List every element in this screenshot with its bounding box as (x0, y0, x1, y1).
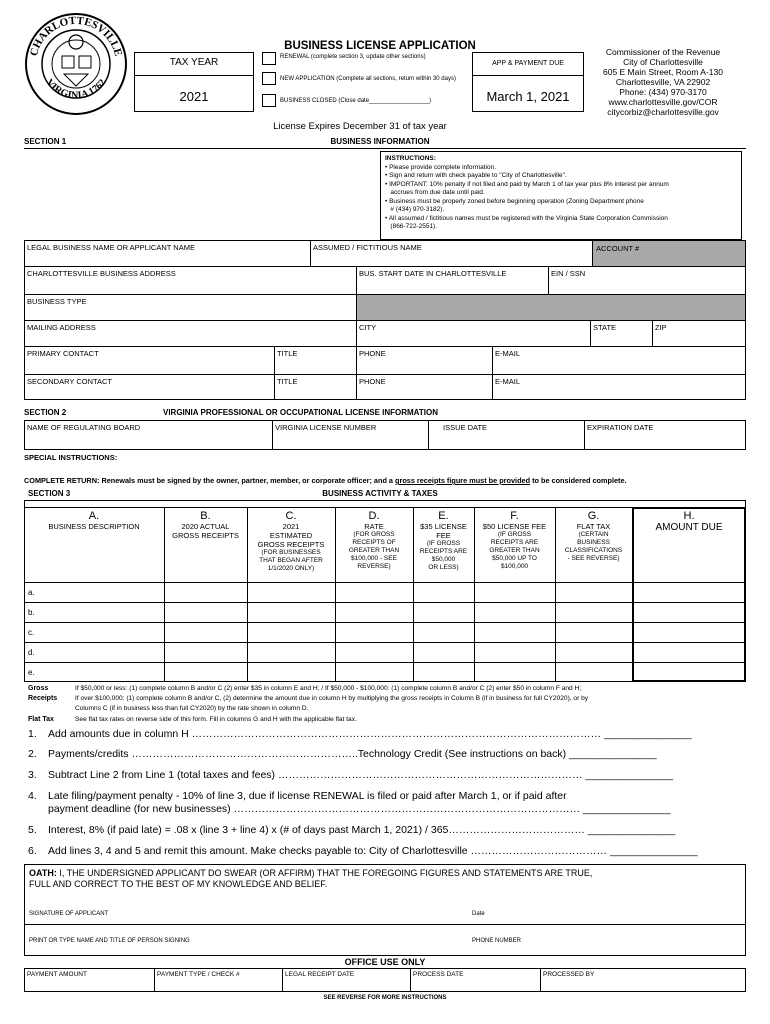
ein-ssn-field[interactable]: EIN / SSN (551, 269, 586, 278)
col-d-header: D. RATE (FOR GROSS RECEIPTS OF GREATER THAN $100,000 - SEE REVERSE) (348, 510, 400, 570)
commissioner-address: Commissioner of the Revenue City of Charlottesville 605 E Main Street, Room A-130 Charlottesville, VA 22902 Phone: (434) 970-3170 www.charlottesville.gov/COR citycorbiz@charlottesville.gov (602, 47, 723, 117)
gross-note-1: If $50,000 or less: (1) complete column B and/or C (2) enter $35 in column E and H; / If $50,000 - $100,000: (1) complete column B and/or C (2) enter $50 in column F and H; (75, 685, 582, 692)
svg-text:VIRGINIA 1762 (44, 77, 109, 101)
city-field[interactable]: CITY (359, 323, 377, 332)
tax-year-label: TAX YEAR (169, 57, 219, 68)
new-application-checkbox[interactable] (262, 72, 276, 85)
col-c-header: C. 2021 ESTIMATED GROSS RECEIPTS (FOR BUSINESSES THAT BEGAN AFTER 1/1/2020 ONLY) (257, 510, 325, 572)
signature-label: SIGNATURE OF APPLICANT (29, 911, 109, 917)
primary-phone-field[interactable]: PHONE (359, 349, 386, 358)
start-date-field[interactable]: BUS. START DATE IN CHARLOTTESVILLE (359, 269, 507, 278)
line-4-cont[interactable]: payment deadline (for new businesses) ……………………………………………………………………………………… _______________ (48, 803, 671, 815)
process-date: PROCESS DATE (413, 971, 464, 978)
business-type-shaded (357, 295, 745, 320)
section3-label: SECTION 3 (28, 489, 71, 498)
gross-note-3: Columns C (if in business less than full CY2020) by the rate shown in column D. (75, 705, 309, 712)
renewal-checkbox[interactable] (262, 52, 276, 65)
payment-amount: PAYMENT AMOUNT (27, 971, 87, 978)
license-expires: License Expires December 31 of tax year (273, 121, 447, 132)
due-box (472, 52, 584, 112)
legal-name-field[interactable]: LEGAL BUSINESS NAME OR APPLICANT NAME (27, 243, 195, 252)
tax-year-box (134, 52, 254, 112)
col-h-header: H. AMOUNT DUE (655, 510, 723, 533)
line-4[interactable]: 4. Late filing/payment penalty - 10% of line 3, due if license RENEWAL is filed or paid after March 1, or if paid after (28, 790, 567, 802)
new-application-label: NEW APPLICATION (Complete all sections, return within 30 days) (280, 76, 456, 82)
col-g-header: G. FLAT TAX (CERTAIN BUSINESS CLASSIFICATIONS - SEE REVERSE) (564, 510, 623, 562)
activity-row-b[interactable]: b. (28, 608, 35, 617)
line-1[interactable]: 1. Add amounts due in column H ……………………………………………………………………………………………………… _______________ (28, 728, 692, 740)
instructions-box: INSTRUCTIONS: • Please provide complete information. • Sign and return with check payable to "City of Charlottesville". • IMPORTANT: 10% penalty if not filed and paid by March 1 of tax year plus 8% interest per annum accrues from due date until paid. • Business must be properly zoned before beginning operation (Zoning Department phone # (434) 970-3182). • All assumed / fictitious names must be registered with the Virginia State Corporation Commission (866-722-2551). (380, 151, 742, 240)
form-title: BUSINESS LICENSE APPLICATION (284, 40, 476, 52)
special-instructions: SPECIAL INSTRUCTIONS: (24, 453, 118, 462)
col-b-header: B. 2020 ACTUAL GROSS RECEIPTS (172, 510, 239, 540)
flat-tax-label: Flat Tax (28, 716, 54, 723)
gross-note-2: If over $100,000: (1) complete column B and/or C, (2) determine the amount due in column H by multiplying the gross receipts in Column B (if in business for full CY2020), or by (75, 695, 589, 702)
legal-receipt-date: LEGAL RECEIPT DATE (285, 971, 355, 978)
flat-tax-note: See flat tax rates on reverse side of this form. Fill in columns G and H with the applicable flat tax. (75, 716, 357, 723)
line-2[interactable]: 2. Payments/credits ………………………………………………………..Technology Credit (See instructions on back) _______________ (28, 748, 657, 760)
secondary-contact-field[interactable]: SECONDARY CONTACT (27, 377, 113, 386)
primary-contact-field[interactable]: PRIMARY CONTACT (27, 349, 99, 358)
zip-field[interactable]: ZIP (655, 323, 667, 332)
mailing-address-field[interactable]: MAILING ADDRESS (27, 323, 96, 332)
section1-title: BUSINESS INFORMATION (330, 137, 430, 146)
business-address-field[interactable]: CHARLOTTESVILLE BUSINESS ADDRESS (27, 269, 176, 278)
col-a-header: A. BUSINESS DESCRIPTION (48, 510, 140, 531)
assumed-name-field[interactable]: ASSUMED / FICTITIOUS NAME (313, 243, 422, 252)
payment-type: PAYMENT TYPE / CHECK # (157, 971, 240, 978)
gross-label: Gross (28, 685, 49, 692)
signature-field[interactable] (24, 896, 746, 924)
receipts-label: Receipts (28, 695, 58, 702)
phone-number-label: PHONE NUMBER (472, 938, 522, 944)
account-number-field: ACCOUNT # (593, 241, 745, 266)
seal-bottom-text: VIRGINIA 1762 (43, 77, 109, 102)
office-use-title: OFFICE USE ONLY (344, 957, 426, 967)
business-closed-checkbox[interactable] (262, 94, 276, 107)
activity-row-a[interactable]: a. (28, 588, 35, 597)
date-label: Date (472, 911, 485, 917)
seal-top-text: CHARLOTTESVILLE (27, 14, 125, 58)
secondary-email-field[interactable]: E-MAIL (495, 377, 521, 386)
col-e-header: E. $35 LICENSE FEE (IF GROSS RECEIPTS ARE $50,000 OR LESS) (419, 510, 468, 571)
issue-date-field[interactable]: ISSUE DATE (443, 423, 488, 432)
section2-title: VIRGINIA PROFESSIONAL OR OCCUPATIONAL LICENSE INFORMATION (163, 408, 438, 417)
line-3[interactable]: 3. Subtract Line 2 from Line 1 (total taxes and fees) …………………………………………………………………………… _______________ (28, 769, 673, 781)
city-seal (24, 12, 128, 116)
activity-row-e[interactable]: e. (28, 668, 35, 677)
line-6[interactable]: 6. Add lines 3, 4 and 5 and remit this amount. Make checks payable to: City of Charlottesville ………………………………… _______________ (28, 845, 698, 857)
due-date: March 1, 2021 (486, 89, 570, 104)
business-closed-label: BUSINESS CLOSED (Close date__________________) (280, 98, 432, 104)
secondary-phone-field[interactable]: PHONE (359, 377, 386, 386)
line-5[interactable]: 5. Interest, 8% (if paid late) = .08 x (line 3 + line 4) x (# of days past March 1, 2021) / 365………………………………… _______________ (28, 824, 676, 836)
col-f-header: F. $50 LICENSE FEE (IF GROSS RECEIPTS ARE GREATER THAN $50,000 UP TO $100,000 (482, 510, 547, 570)
complete-return-note: COMPLETE RETURN: Renewals must be signed by the owner, partner, member, or corporate officer; and a gross receipts figure must be provided to be considered complete. (24, 476, 627, 485)
primary-email-field[interactable]: E-MAIL (495, 349, 521, 358)
processed-by: PROCESSED BY (543, 971, 595, 978)
state-field[interactable]: STATE (593, 323, 617, 332)
section1-label: SECTION 1 (24, 137, 67, 146)
business-type-field[interactable]: BUSINESS TYPE (27, 297, 87, 306)
expiration-date-field[interactable]: EXPIRATION DATE (587, 423, 654, 432)
primary-title-field[interactable]: TITLE (277, 349, 298, 358)
print-name-label: PRINT OR TYPE NAME AND TITLE OF PERSON SIGNING (29, 938, 190, 944)
due-label: APP & PAYMENT DUE (492, 60, 564, 67)
oath-text: OATH: I, THE UNDERSIGNED APPLICANT DO SWEAR (OR AFFIRM) THAT THE FOREGOING FIGURES AND STATEMENTS ARE TRUE, FULL AND CORRECT TO THE BEST OF MY KNOWLEDGE AND BELIEF. (29, 868, 593, 889)
activity-row-d[interactable]: d. (28, 648, 35, 657)
section2-label: SECTION 2 (24, 408, 67, 417)
section3-title: BUSINESS ACTIVITY & TAXES (322, 489, 438, 498)
license-number-field[interactable]: VIRGINIA LICENSE NUMBER (275, 423, 377, 432)
tax-year-value: 2021 (179, 89, 209, 104)
regulating-board-field[interactable]: NAME OF REGULATING BOARD (27, 423, 141, 432)
footer-note: SEE REVERSE FOR MORE INSTRUCTIONS (323, 995, 447, 1001)
activity-row-c[interactable]: c. (28, 628, 35, 637)
renewal-label: RENEWAL (complete section 3, update other sections) (280, 54, 426, 60)
secondary-title-field[interactable]: TITLE (277, 377, 298, 386)
svg-text:CHARLOTTESVILLE (28, 15, 124, 58)
